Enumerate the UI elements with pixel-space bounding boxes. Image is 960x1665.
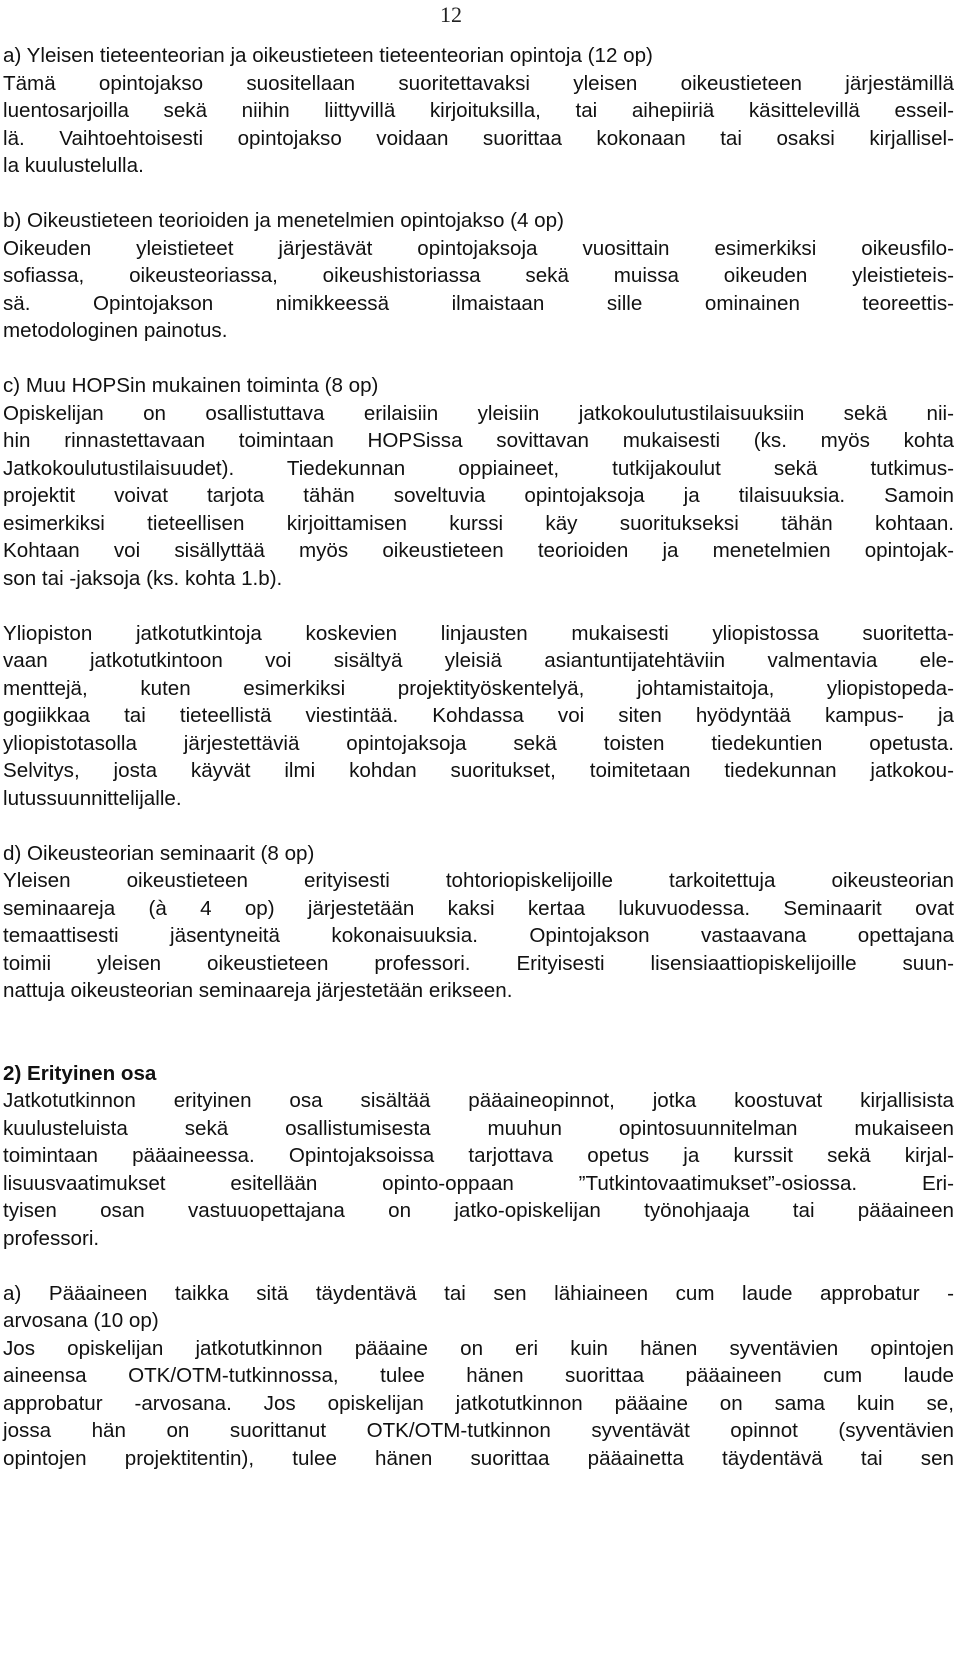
paragraph-line: yliopistotasolla järjestettäviä opintojaksoja sekä toisten tiedekuntien opetusta. xyxy=(3,731,954,755)
section-part-2 xyxy=(3,1060,954,1253)
paragraph-line: la kuulustelulla. xyxy=(3,154,144,177)
paragraph-line: temaattisesti jäsentyneitä kokonaisuuksia. Opintojakson vastaavana opettajana xyxy=(3,924,954,947)
paragraph-line: vaan jatkotutkintoon voi sisältyä yleisiä asiantuntijatehtäviin valmentavia ele- xyxy=(3,649,954,672)
paragraph-line: Yliopiston jatkotutkintoja koskevien linjausten mukaisesti yliopistossa suoritetta- xyxy=(3,621,954,645)
part-heading: 2) Erityinen osa xyxy=(3,1061,157,1085)
paragraph-line: projektit voivat tarjota tähän soveltuvia opintojaksoja ja tilaisuuksia. Samoin xyxy=(3,484,954,507)
section-part-2a xyxy=(3,1280,954,1473)
paragraph-line: menttejä, kuten esimerkiksi projektityöskentelyä, johtamistaitoja, yliopistopeda- xyxy=(3,676,954,700)
paragraph-line: Oikeuden yleistieteet järjestävät opintojaksoja vuosittain esimerkiksi oikeusfilo- xyxy=(3,236,954,260)
paragraph-line: opintojen projektitentin), tulee hänen suorittaa pääainetta täydentävä tai sen xyxy=(3,1446,954,1470)
section-heading: arvosana (10 op) xyxy=(3,1309,159,1332)
paragraph-line: Yleisen oikeustieteen erityisesti tohtoriopiskelijoille tarkoitettuja oikeusteorian xyxy=(3,869,954,892)
paragraph-line: Jos opiskelijan jatkotutkinnon pääaine on eri kuin hänen syventävien opintojen xyxy=(3,1336,954,1360)
paragraph-line: Selvitys, josta käyvät ilmi kohdan suoritukset, toimitetaan tiedekunnan jatkokou- xyxy=(3,759,954,782)
paragraph-line: Kohtaan voi sisällyttää myös oikeustieteen teorioiden ja menetelmien opintojak- xyxy=(3,539,954,562)
paragraph-line: jossa hän on suorittanut OTK/OTM-tutkinnon syventävät opinnot (syventävien xyxy=(3,1419,954,1442)
paragraph-line: Jatkokoulutustilaisuudet). Tiedekunnan oppiaineet, tutkijakoulut sekä tutkimus- xyxy=(3,456,954,480)
paragraph-line: gogiikkaa tai tieteellistä viestintää. Kohdassa voi siten hyödyntää kampus- ja xyxy=(3,704,954,727)
paragraph-line: approbatur -arvosana. Jos opiskelijan jatkotutkinnon pääaine on sama kuin se, xyxy=(3,1391,954,1415)
paragraph-line: hin rinnastettavaan toimintaan HOPSissa sovittavan mukaisesti (ks. myös kohta xyxy=(3,429,954,452)
paragraph-line: seminaareja (à 4 op) järjestetään kaksi kertaa lukuvuodessa. Seminaarit ovat xyxy=(3,896,954,920)
paragraph-line: sä. Opintojakson nimikkeessä ilmaistaan sille ominainen teoreettis- xyxy=(3,291,954,315)
paragraph-line: luentosarjoilla sekä niihin liittyvillä kirjoituksilla, tai aihepiiriä käsittelevillä esseil- xyxy=(3,99,954,122)
paragraph-line: nattuja oikeusteorian seminaareja järjestetään erikseen. xyxy=(3,979,513,1002)
section-c-note xyxy=(3,620,954,813)
paragraph-line: metodologinen painotus. xyxy=(3,319,228,342)
document-body xyxy=(3,42,954,1472)
paragraph-line: kuulusteluista sekä osallistumisesta muuhun opintosuunnitelman mukaiseen xyxy=(3,1116,954,1140)
section-heading: a) Pääaineen taikka sitä täydentävä tai sen lähiaineen cum laude approbatur - xyxy=(3,1281,954,1305)
paragraph-line: toimintaan pääaineessa. Opintojaksoissa tarjottava opetus ja kurssit sekä kirjal- xyxy=(3,1144,954,1167)
paragraph-line: professori. xyxy=(3,1226,100,1250)
section-d xyxy=(3,840,954,1005)
paragraph-line: lä. Vaihtoehtoisesti opintojakso voidaan suorittaa kokonaan tai osaksi kirjallisel- xyxy=(3,126,954,150)
paragraph-line: esimerkiksi tieteellisen kirjoittamisen kurssi käy suoritukseksi tähän kohtaan. xyxy=(3,511,954,535)
page-number: 12 xyxy=(440,2,462,27)
section-heading: b) Oikeustieteen teorioiden ja menetelmien opintojakso (4 op) xyxy=(3,209,564,232)
paragraph-line: Jatkotutkinnon erityinen osa sisältää pääaineopinnot, jotka koostuvat kirjallisista xyxy=(3,1089,954,1112)
paragraph-line: aineensa OTK/OTM-tutkinnossa, tulee hänen suorittaa pääaineen cum laude xyxy=(3,1364,954,1387)
paragraph-line: sofiassa, oikeusteoriassa, oikeushistoriassa sekä muissa oikeuden yleistieteis- xyxy=(3,264,954,287)
section-a xyxy=(3,42,954,180)
paragraph-line: toimii yleisen oikeustieteen professori. Erityisesti lisensiaattiopiskelijoille suun- xyxy=(3,951,954,975)
paragraph-line: Tämä opintojakso suositellaan suoritettavaksi yleisen oikeustieteen järjestämillä xyxy=(3,71,954,95)
section-heading: d) Oikeusteorian seminaarit (8 op) xyxy=(3,841,315,865)
paragraph-line: Opiskelijan on osallistuttava erilaisiin yleisiin jatkokoulutustilaisuuksiin sekä nii- xyxy=(3,401,954,425)
paragraph-line: lisuusvaatimukset esitellään opinto-oppaan ”Tutkintovaatimukset”-osiossa. Eri- xyxy=(3,1171,954,1195)
section-b xyxy=(3,207,954,345)
paragraph-line: tyisen osan vastuuopettajana on jatko-opiskelijan työnohjaaja tai pääaineen xyxy=(3,1199,954,1222)
section-heading: c) Muu HOPSin mukainen toiminta (8 op) xyxy=(3,374,379,397)
section-c xyxy=(3,372,954,592)
paragraph-line: lutussuunnittelijalle. xyxy=(3,786,182,810)
section-heading: a) Yleisen tieteenteorian ja oikeustieteen tieteenteorian opintoja (12 op) xyxy=(3,44,653,67)
paragraph-line: son tai -jaksoja (ks. kohta 1.b). xyxy=(3,566,283,590)
